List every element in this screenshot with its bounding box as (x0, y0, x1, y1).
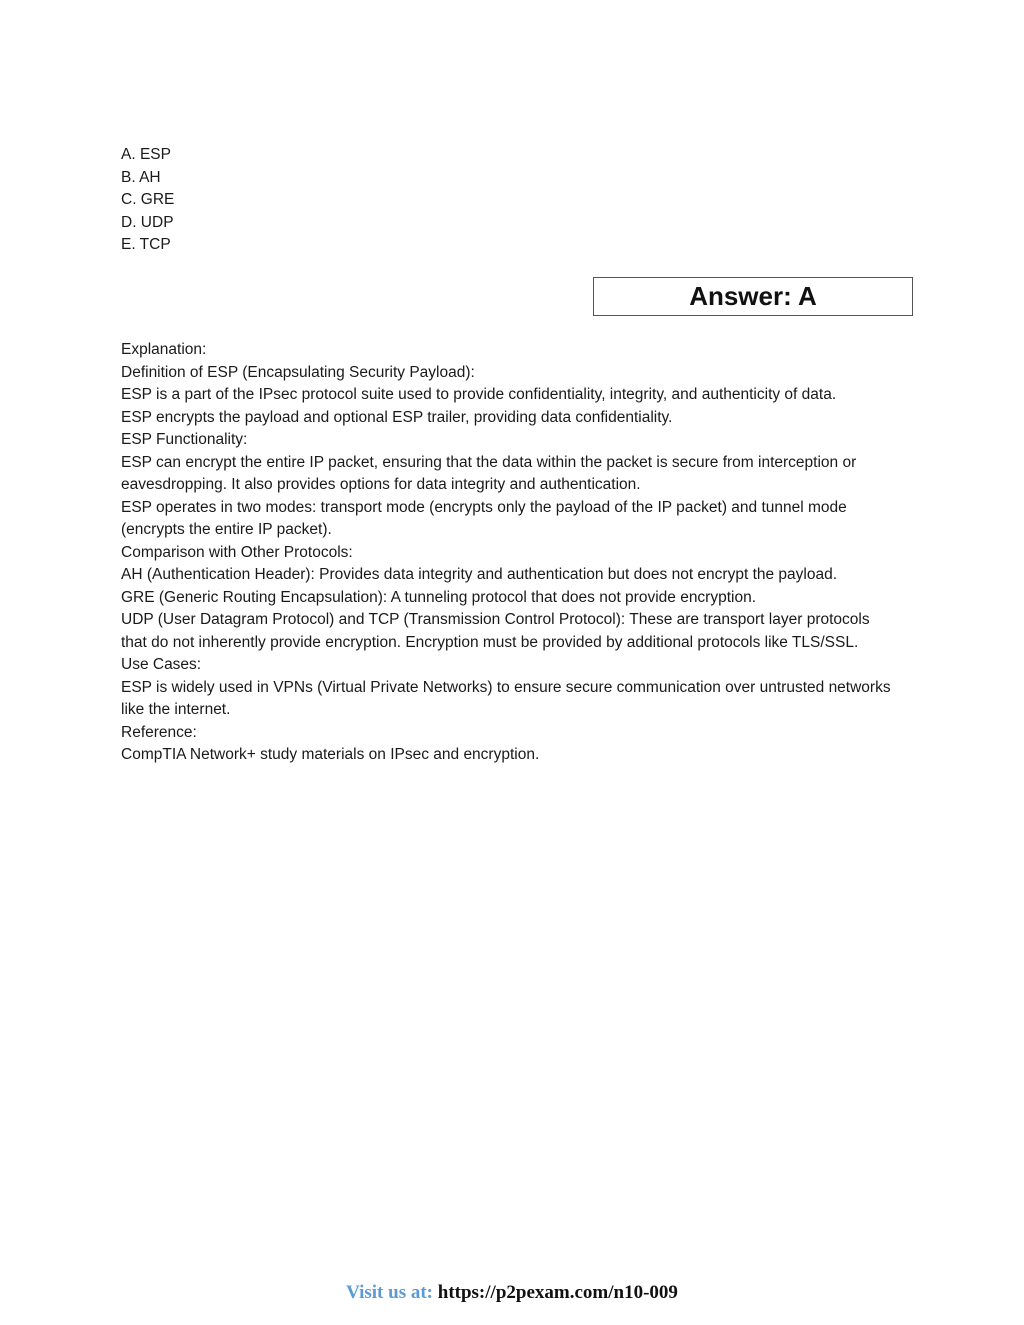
explanation-line: ESP operates in two modes: transport mode (encrypts only the payload of the IP packet) and tunnel mode (encrypts the entire IP packet). (121, 498, 847, 538)
explanation-line: ESP is a part of the IPsec protocol suite used to provide confidentiality, integrity, and authenticity of data. (121, 386, 837, 403)
explanation-line: Reference: (121, 723, 197, 741)
explanation-line: ESP encrypts the payload and optional ESP trailer, providing data confidentiality. (121, 408, 673, 426)
option-e: E. TCP (121, 236, 171, 253)
explanation-line: ESP can encrypt the entire IP packet, ensuring that the data within the packet is secure from interception or eavesdropping. It also provides options for data integrity and authentication. (121, 453, 857, 493)
option-a: A. ESP (121, 146, 171, 163)
explanation-line: CompTIA Network+ study materials on IPsec and encryption. (121, 746, 540, 763)
answer-options-list (121, 144, 174, 257)
answer-box (593, 277, 913, 316)
footer-url-link[interactable]: https://p2pexam.com/n10-009 (437, 1282, 678, 1303)
option-b: B. AH (121, 168, 161, 186)
answer-text: Answer: A (689, 281, 817, 311)
explanation-line: ESP Functionality: (121, 431, 248, 448)
explanation-line: UDP (User Datagram Protocol) and TCP (Transmission Control Protocol): These are transport layer protocols that do not inherently provide encryption. Encryption must be provided by additional protocols like TLS/SSL. (121, 611, 870, 651)
option-d: D. UDP (121, 213, 174, 231)
explanation-heading: Explanation: (121, 341, 207, 358)
explanation-line: ESP is widely used in VPNs (Virtual Private Networks) to ensure secure communication over untrusted networks like the internet. (121, 678, 891, 718)
explanation-line: Definition of ESP (Encapsulating Security Payload): (121, 363, 475, 381)
explanation-section (121, 339, 896, 767)
option-c: C. GRE (121, 191, 175, 208)
explanation-line: Comparison with Other Protocols: (121, 543, 353, 561)
footer (0, 1282, 1024, 1304)
explanation-line: GRE (Generic Routing Encapsulation): A tunneling protocol that does not provide encryption. (121, 588, 757, 606)
footer-visit-label: Visit us at: (346, 1282, 433, 1303)
explanation-line: AH (Authentication Header): Provides data integrity and authentication but does not encrypt the payload. (121, 566, 838, 583)
explanation-line: Use Cases: (121, 656, 202, 673)
